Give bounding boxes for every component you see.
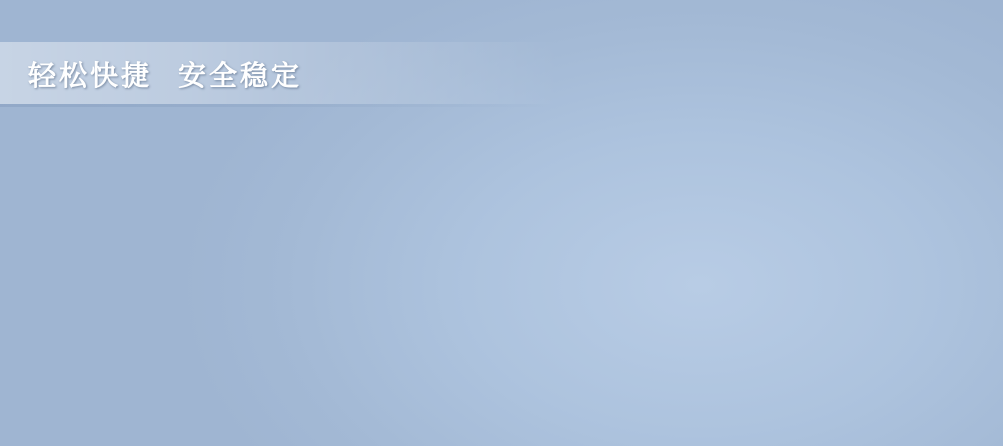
slogan-safe-stable: 安全稳定 (178, 59, 303, 92)
slogan-easy-fast: 轻松快捷 (28, 59, 153, 92)
slogan-banner (0, 42, 560, 104)
slogan-text (28, 54, 302, 94)
